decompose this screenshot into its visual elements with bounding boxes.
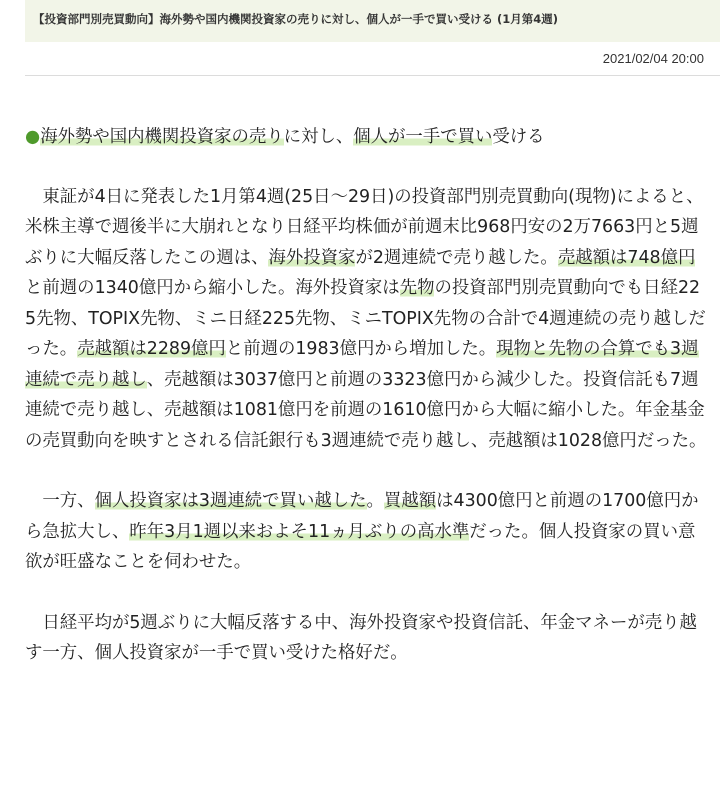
article-paragraph-1 — [25, 182, 710, 457]
paragraph-text: の投資部門別売買動向でも日経225先物、TOPIX先物、ミニ日経225先物、ミニTOPIX先物の合計で4週連続の売り越しだった。 — [25, 278, 706, 359]
highlight-text: 売越額は2289億円 — [77, 339, 226, 359]
highlight-text: 買越額 — [383, 491, 437, 511]
highlight-text: 個人が一手で買い — [353, 127, 493, 147]
highlight-text: 昨年3月1週以来およそ11ヵ月ぶりの高水準 — [129, 521, 470, 542]
paragraph-text: 一方、 — [42, 491, 95, 511]
highlight-text: 売越額は748億円 — [557, 247, 696, 268]
paragraph-text: だった。個人投資家の買い意欲が旺盛なことを伺わせた。 — [25, 521, 696, 572]
highlight-text: 海外勢や国内機関投資家の売り — [40, 127, 284, 147]
article-paragraph-2 — [25, 486, 710, 578]
paragraph-text: が2週連続で売り越した。 — [355, 247, 558, 268]
article-headline — [25, 122, 710, 153]
headline-text: 受ける — [492, 127, 545, 147]
highlight-text: 現物と先物の合算でも3週連続で売り越し — [25, 339, 699, 390]
article-title-bar — [25, 0, 720, 42]
paragraph-text: 東証が4日に発表した1月第4週(25日〜29日)の投資部門別売買動向(現物)によると、米株主導で週後半に大崩れとなり日経平均株価が前週末比968円安の2万7663円と5週ぶりに大幅反落したこの週は、 — [25, 186, 704, 268]
publish-timestamp: 2021/02/04 20:00 — [602, 51, 704, 66]
headline-text: に対し、 — [283, 127, 354, 147]
paragraph-text: 。 — [366, 491, 384, 511]
article-body — [25, 122, 710, 699]
paragraph-text: と前週の1340億円から縮小した。海外投資家は — [25, 278, 400, 298]
article-title: 【投資部門別売買動向】海外勢や国内機関投資家の売りに対し、個人が一手で買い受ける (1月第4週) — [33, 12, 559, 26]
paragraph-text: 日経平均が5週ぶりに大幅反落する中、海外投資家や投資信託、年金マネーが売り越す一方、個人投資家が一手で買い受けた格好だ。 — [25, 612, 697, 663]
highlight-text: 個人投資家は3週連続で買い越した — [94, 491, 367, 511]
paragraph-text: 、売越額は3037億円と前週の3323億円から減少した。投資信託も7週連続で売り越し、売越額は1081億円を前週の1610億円から大幅に縮小した。年金基金の売買動向を映すとされる信託銀行も3週連続で売り越し、売越額は1028億円だった。 — [25, 369, 707, 451]
paragraph-text: は4300億円と前週の1700億円から急拡大し、 — [25, 491, 699, 542]
bullet-icon: ● — [25, 127, 41, 147]
highlight-text: 先物 — [399, 278, 435, 298]
header-divider — [25, 75, 720, 76]
paragraph-text: と前週の1983億円から増加した。 — [225, 339, 497, 359]
article-paragraph-3 — [25, 608, 710, 669]
highlight-text: 海外投資家 — [268, 247, 356, 268]
